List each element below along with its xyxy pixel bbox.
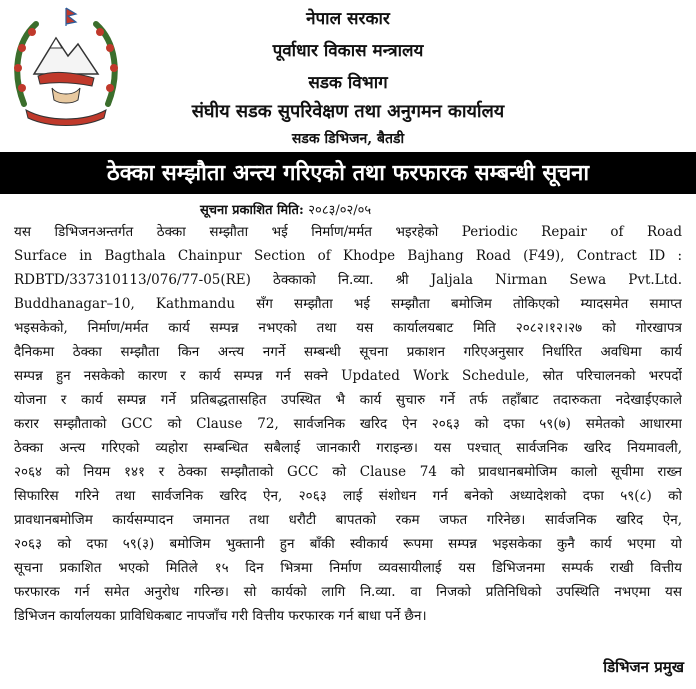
- body-line: डिभिजन कार्यालयका प्राविधिकबाट नापजाँच गरी वित्तीय फरफारक गर्न बाधा पर्ने छैन।: [14, 608, 427, 624]
- published-date-value: २०८३/०२/०५: [308, 203, 372, 218]
- government-name: नेपाल सरकार: [306, 9, 390, 29]
- notice-title-banner: [0, 152, 696, 194]
- ministry-name: पूर्वाधार विकास मन्त्रालय: [272, 41, 424, 61]
- body-line: भइसकेको, निर्माण/मर्मत कार्य सम्पन्न नभएको तथा यस कार्यालयबाट मिति २०८२।१२।२७ को गोरखापत्र: [14, 320, 682, 336]
- signature-title: डिभिजन प्रमुख: [603, 658, 684, 676]
- body-line: २०६४ को नियम १४१ र ठेक्का सम्झौताको GCC को Clause 74 को प्रावधानबमोजिम कालो सूचीमा राख्न: [14, 464, 682, 480]
- body-line: करार सम्झौताको GCC को Clause 72, सार्वजनिक खरिद ऐन २०६३ को दफा ५९(७) समेतको आधारमा: [14, 416, 682, 432]
- body-line: सम्पन्न हुन नसकेको कारण र कार्य सम्पन्न गर्न सक्ने Updated Work Schedule, स्रोत परिचालनको भरपर्दो: [14, 368, 682, 384]
- body-line: सूचना प्रकाशित भएको मितिले १५ दिन भित्रमा निर्माण व्यवसायीलाई यस डिभिजनमा सम्पर्क राखी वित्तीय: [14, 560, 682, 576]
- body-line: ठेक्का अन्त्य गरिएको व्यहोरा सम्बन्धित सबैलाई जानकारी गराइन्छ। यस पश्चात् सार्वजनिक खरिद नियमावली,: [14, 440, 682, 456]
- department-name: सडक विभाग: [308, 73, 388, 93]
- body-line: दैनिकमा ठेक्का सम्झौता किन अन्त्य नगर्ने सम्बन्धी सूचना प्रकाशन गरिएअनुसार निर्धारित अवधिमा कार्य: [14, 344, 682, 360]
- body-line: Surface in Bagthala Chainpur Section of Khodpe Bajhang Road (F49), Contract ID :: [14, 248, 682, 264]
- published-date-label: सूचना प्रकाशित मिति:: [200, 203, 304, 218]
- body-line: यस डिभिजनअन्तर्गत ठेक्का सम्झौता भई निर्माण/मर्मत भइरहेको Periodic Repair of Road: [14, 224, 682, 240]
- notice-body: [14, 220, 682, 628]
- division-name: सडक डिभिजन, बैतडी: [291, 131, 405, 147]
- published-date-row: [200, 200, 371, 218]
- body-line: प्रावधानबमोजिम कार्यसम्पादन जमानत तथा धरौटी बापतको रकम जफत गरिनेछ। सार्वजनिक खरिद ऐन,: [14, 512, 682, 528]
- body-line: योजना र कार्य सम्पन्न गर्ने प्रतिबद्धतासहित उपस्थित भै कार्य सुचारु गर्ने तर्फ तहाँबाट तदारुकता नदेखाईएकाले: [14, 392, 682, 408]
- notice-title: ठेक्का सम्झौता अन्त्य गरिएको तथा फरफारक सम्बन्धी सूचना: [106, 160, 590, 186]
- body-line: फरफारक गर्न समेत अनुरोध गरिन्छ। सो कार्यको लागि नि.व्या. वा निजको प्रतिनिधिको उपस्थिति नभएमा यस: [14, 584, 682, 600]
- office-name: संघीय सडक सुपरिवेक्षण तथा अनुगमन कार्यालय: [191, 101, 505, 122]
- body-line: २०६३ को दफा ५९(३) बमोजिम भुक्तानी हुन बाँकी स्वीकार्य रूपमा सम्पन्न भइसकेका कुनै कार्य भएमा यो: [14, 536, 682, 552]
- body-line: RDBTD/337310113/076/77-05(RE) ठेक्काको नि.व्या. श्री Jaljala Nirman Sewa Pvt.Ltd.: [14, 272, 682, 288]
- body-line: सिफारिस गरिने तथा सार्वजनिक खरिद ऐन, २०६३ लाई संशोधन गर्न बनेको अध्यादेशको दफा ५९(८) को: [14, 488, 682, 504]
- body-line: Buddhanagar–10, Kathmandu सँग सम्झौता भई सम्झौता बमोजिम तोकिएको म्यादसमेत समाप्त: [14, 296, 682, 312]
